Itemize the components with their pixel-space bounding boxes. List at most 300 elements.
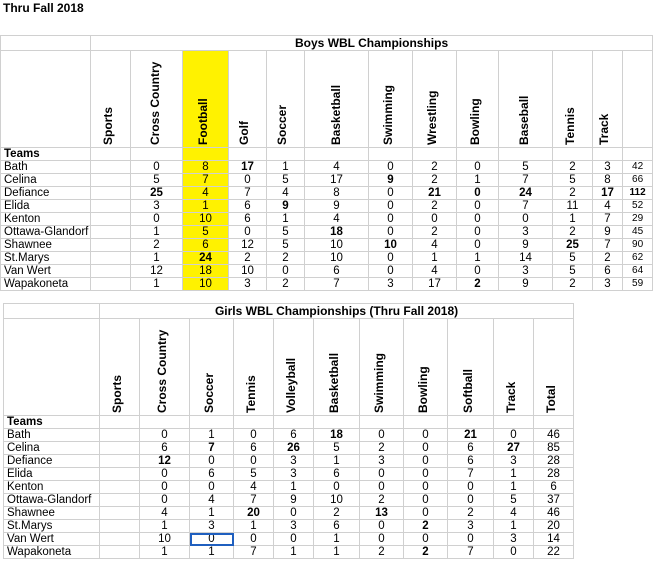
cell-soccer[interactable]: 0: [267, 265, 305, 278]
cell-soccer[interactable]: 9: [267, 200, 305, 213]
cell-bowling[interactable]: 0: [404, 533, 448, 546]
cell-swimming[interactable]: 0: [369, 213, 413, 226]
cell-football[interactable]: 6: [183, 239, 229, 252]
cell-tennis[interactable]: 20: [234, 507, 274, 520]
cell-cross-country[interactable]: 1: [131, 252, 183, 265]
team-name[interactable]: Defiance: [1, 187, 91, 200]
cell-swimming[interactable]: 0: [369, 265, 413, 278]
empty-cell: [314, 416, 360, 429]
cell-sports[interactable]: [100, 533, 140, 546]
cell-football[interactable]: 18: [183, 265, 229, 278]
cell-track[interactable]: 4: [494, 507, 534, 520]
cell-track[interactable]: 1: [494, 481, 534, 494]
cell-tennis[interactable]: 5: [553, 174, 593, 187]
cell-golf[interactable]: 0: [229, 174, 267, 187]
cell-basketball[interactable]: 17: [305, 174, 369, 187]
cell-swimming[interactable]: 3: [369, 278, 413, 291]
cell-tennis[interactable]: 2: [553, 161, 593, 174]
cell-tennis[interactable]: 7: [234, 494, 274, 507]
cell-cross-country[interactable]: 10: [140, 533, 190, 546]
cell-track[interactable]: 27: [494, 442, 534, 455]
cell-sports[interactable]: [91, 226, 131, 239]
team-name[interactable]: Shawnee: [4, 507, 100, 520]
column-header-swimming: [369, 51, 413, 148]
cell-baseball[interactable]: 9: [499, 239, 553, 252]
cell-total[interactable]: 28: [534, 468, 574, 481]
cell-baseball[interactable]: 5: [499, 161, 553, 174]
cell-soccer[interactable]: 5: [267, 174, 305, 187]
cell-basketball[interactable]: 6: [314, 520, 360, 533]
cell-basketball[interactable]: 4: [305, 161, 369, 174]
table-row: [4, 546, 574, 559]
cell-golf[interactable]: 6: [229, 200, 267, 213]
cell-soccer[interactable]: 5: [267, 226, 305, 239]
cell-tennis[interactable]: 25: [553, 239, 593, 252]
cell-volleyball[interactable]: 1: [274, 481, 314, 494]
team-name[interactable]: Wapakoneta: [4, 546, 100, 559]
team-name[interactable]: Kenton: [1, 213, 91, 226]
column-header-cross-country: [140, 319, 190, 416]
girls-championships-table: [3, 303, 574, 559]
cell-golf[interactable]: 12: [229, 239, 267, 252]
cell-swimming[interactable]: 0: [360, 533, 404, 546]
cell-track[interactable]: 1: [494, 468, 534, 481]
boys-teams-label: Teams: [1, 148, 91, 161]
cell-track[interactable]: 3: [494, 455, 534, 468]
cell-basketball[interactable]: 9: [305, 200, 369, 213]
cell-sports[interactable]: [100, 507, 140, 520]
girls-table-title: Girls WBL Championships (Thru Fall 2018): [100, 304, 574, 319]
column-header-cross-country: [131, 51, 183, 148]
cell-track[interactable]: 3: [593, 278, 623, 291]
cell-cross-country[interactable]: 1: [131, 226, 183, 239]
cell-total[interactable]: 62: [623, 252, 653, 265]
cell-soccer[interactable]: 1: [190, 429, 234, 442]
cell-wrestling[interactable]: 2: [413, 161, 457, 174]
cell-tennis[interactable]: 7: [234, 546, 274, 559]
cell-soccer[interactable]: 5: [267, 239, 305, 252]
column-header-label: Soccer: [201, 372, 216, 413]
cell-golf[interactable]: 17: [229, 161, 267, 174]
cell-volleyball[interactable]: 0: [274, 533, 314, 546]
cell-wrestling[interactable]: 1: [413, 252, 457, 265]
cell-bowling[interactable]: 0: [404, 494, 448, 507]
empty-cell: [183, 148, 229, 161]
cell-cross-country[interactable]: 25: [131, 187, 183, 200]
empty-cell: [499, 148, 553, 161]
cell-swimming[interactable]: 10: [369, 239, 413, 252]
cell-bowling[interactable]: 0: [457, 187, 499, 200]
cell-tennis[interactable]: 0: [234, 533, 274, 546]
cell-bowling[interactable]: 0: [404, 442, 448, 455]
cell-total[interactable]: 6: [534, 481, 574, 494]
girls-title-row: [4, 304, 574, 319]
cell-swimming[interactable]: 3: [360, 455, 404, 468]
cell-swimming[interactable]: 0: [369, 187, 413, 200]
cell-swimming[interactable]: 2: [360, 442, 404, 455]
cell-cross-country[interactable]: 5: [131, 174, 183, 187]
cell-cross-country[interactable]: 2: [131, 239, 183, 252]
empty-cell: [448, 416, 494, 429]
cell-tennis[interactable]: 4: [234, 481, 274, 494]
cell-swimming[interactable]: 13: [360, 507, 404, 520]
cell-tennis[interactable]: 2: [553, 226, 593, 239]
cell-baseball[interactable]: 24: [499, 187, 553, 200]
cell-sports[interactable]: [100, 455, 140, 468]
cell-sports[interactable]: [91, 252, 131, 265]
cell-wrestling[interactable]: 4: [413, 265, 457, 278]
cell-bowling[interactable]: 2: [457, 278, 499, 291]
cell-golf[interactable]: 7: [229, 187, 267, 200]
team-name[interactable]: Wapakoneta: [1, 278, 91, 291]
cell-bowling[interactable]: 0: [404, 468, 448, 481]
cell-cross-country[interactable]: 12: [140, 455, 190, 468]
cell-total[interactable]: 22: [534, 546, 574, 559]
cell-basketball[interactable]: 10: [305, 239, 369, 252]
cell-tennis[interactable]: 11: [553, 200, 593, 213]
cell-softball[interactable]: 21: [448, 429, 494, 442]
cell-sports[interactable]: [91, 239, 131, 252]
column-header-label: Swimming: [380, 84, 395, 145]
cell-sports[interactable]: [91, 174, 131, 187]
cell-total[interactable]: 42: [623, 161, 653, 174]
team-name[interactable]: Bath: [1, 161, 91, 174]
cell-cross-country[interactable]: 0: [131, 161, 183, 174]
cell-basketball[interactable]: 18: [314, 429, 360, 442]
cell-wrestling[interactable]: 2: [413, 174, 457, 187]
cell-soccer[interactable]: 4: [267, 187, 305, 200]
cell-basketball[interactable]: 4: [305, 213, 369, 226]
cell-volleyball[interactable]: 9: [274, 494, 314, 507]
cell-basketball[interactable]: 5: [314, 442, 360, 455]
cell-football[interactable]: 1: [183, 200, 229, 213]
column-header-tennis: [553, 51, 593, 148]
cell-total[interactable]: 20: [534, 520, 574, 533]
cell-cross-country[interactable]: 0: [140, 468, 190, 481]
cell-tennis[interactable]: 1: [553, 213, 593, 226]
cell-softball[interactable]: 0: [448, 494, 494, 507]
team-name[interactable]: Kenton: [4, 481, 100, 494]
cell-tennis[interactable]: 0: [234, 455, 274, 468]
cell-sports[interactable]: [91, 161, 131, 174]
cell-swimming[interactable]: 0: [369, 161, 413, 174]
cell-tennis[interactable]: 5: [553, 265, 593, 278]
cell-baseball[interactable]: 7: [499, 200, 553, 213]
cell-cross-country[interactable]: 0: [131, 213, 183, 226]
cell-cross-country[interactable]: 1: [140, 546, 190, 559]
cell-softball[interactable]: 3: [448, 520, 494, 533]
cell-golf[interactable]: 2: [229, 252, 267, 265]
cell-track[interactable]: 3: [593, 161, 623, 174]
cell-softball[interactable]: 6: [448, 455, 494, 468]
cell-cross-country[interactable]: 12: [131, 265, 183, 278]
cell-total[interactable]: 59: [623, 278, 653, 291]
cell-sports[interactable]: [100, 429, 140, 442]
empty-cell: [140, 416, 190, 429]
cell-soccer[interactable]: 3: [190, 520, 234, 533]
cell-bowling[interactable]: 0: [457, 200, 499, 213]
table-row: [4, 468, 574, 481]
cell-baseball[interactable]: 14: [499, 252, 553, 265]
cell-wrestling[interactable]: 17: [413, 278, 457, 291]
team-name[interactable]: Defiance: [4, 455, 100, 468]
cell-swimming[interactable]: 0: [360, 520, 404, 533]
team-name[interactable]: St.Marys: [4, 520, 100, 533]
girls-title-spacer: [4, 304, 100, 319]
cell-swimming[interactable]: 0: [369, 252, 413, 265]
column-header-label: Baseball: [516, 95, 531, 145]
cell-volleyball[interactable]: 6: [274, 429, 314, 442]
cell-tennis[interactable]: 0: [234, 429, 274, 442]
cell-soccer[interactable]: 1: [190, 546, 234, 559]
cell-soccer[interactable]: 4: [190, 494, 234, 507]
table-row: [1, 187, 653, 200]
cell-baseball[interactable]: 9: [499, 278, 553, 291]
team-name[interactable]: St.Marys: [1, 252, 91, 265]
table-row: [1, 226, 653, 239]
cell-soccer[interactable]: 7: [190, 442, 234, 455]
cell-cross-country[interactable]: 3: [131, 200, 183, 213]
cell-track[interactable]: 1: [494, 520, 534, 533]
cell-softball[interactable]: 0: [448, 481, 494, 494]
team-name[interactable]: Elida: [1, 200, 91, 213]
girls-header-row: [4, 319, 574, 416]
table-row: [4, 455, 574, 468]
team-name[interactable]: Celina: [4, 442, 100, 455]
cell-track[interactable]: 8: [593, 174, 623, 187]
column-header-track: [494, 319, 534, 416]
cell-swimming[interactable]: 0: [360, 481, 404, 494]
cell-tennis[interactable]: 2: [553, 187, 593, 200]
empty-cell: [91, 148, 131, 161]
cell-basketball[interactable]: 6: [314, 468, 360, 481]
cell-cross-country[interactable]: 0: [140, 481, 190, 494]
cell-soccer[interactable]: 1: [190, 507, 234, 520]
empty-cell: [404, 416, 448, 429]
cell-basketball[interactable]: 7: [305, 278, 369, 291]
cell-track[interactable]: 7: [593, 213, 623, 226]
cell-total[interactable]: 52: [623, 200, 653, 213]
cell-baseball[interactable]: 0: [499, 213, 553, 226]
cell-track[interactable]: 0: [494, 429, 534, 442]
team-name[interactable]: Celina: [1, 174, 91, 187]
cell-basketball[interactable]: 8: [305, 187, 369, 200]
cell-bowling[interactable]: 0: [404, 481, 448, 494]
cell-baseball[interactable]: 7: [499, 174, 553, 187]
cell-soccer[interactable]: 0: [190, 481, 234, 494]
cell-cross-country[interactable]: 1: [140, 520, 190, 533]
cell-cross-country[interactable]: 4: [140, 507, 190, 520]
cell-soccer[interactable]: 1: [267, 213, 305, 226]
cell-football[interactable]: 8: [183, 161, 229, 174]
cell-softball[interactable]: 6: [448, 442, 494, 455]
cell-sports[interactable]: [91, 200, 131, 213]
cell-football[interactable]: 4: [183, 187, 229, 200]
cell-total[interactable]: 46: [534, 507, 574, 520]
cell-wrestling[interactable]: 2: [413, 226, 457, 239]
cell-tennis[interactable]: 5: [234, 468, 274, 481]
team-name[interactable]: Ottawa-Glandorf: [4, 494, 100, 507]
column-header-swimming: [360, 319, 404, 416]
team-name[interactable]: Ottawa-Glandorf: [1, 226, 91, 239]
column-header-volleyball: [274, 319, 314, 416]
cell-bowling[interactable]: 0: [404, 429, 448, 442]
cell-volleyball[interactable]: 1: [274, 546, 314, 559]
cell-sports[interactable]: [100, 481, 140, 494]
cell-bowling[interactable]: 0: [457, 161, 499, 174]
cell-swimming[interactable]: 2: [360, 494, 404, 507]
cell-softball[interactable]: 2: [448, 507, 494, 520]
cell-soccer[interactable]: 0: [190, 533, 234, 546]
cell-tennis[interactable]: 1: [234, 520, 274, 533]
empty-cell: [305, 148, 369, 161]
team-name[interactable]: Van Wert: [4, 533, 100, 546]
boys-teams-label-row: [1, 148, 653, 161]
cell-total[interactable]: 64: [623, 265, 653, 278]
column-header-label: Softball: [461, 369, 476, 413]
cell-total[interactable]: 14: [534, 533, 574, 546]
cell-basketball[interactable]: 2: [314, 507, 360, 520]
cell-tennis[interactable]: 6: [234, 442, 274, 455]
cell-swimming[interactable]: 9: [369, 174, 413, 187]
cell-total[interactable]: 45: [623, 226, 653, 239]
cell-track[interactable]: 7: [593, 239, 623, 252]
cell-total[interactable]: 112: [623, 187, 653, 200]
column-header-label: Golf: [237, 121, 252, 145]
cell-bowling[interactable]: 0: [457, 226, 499, 239]
cell-bowling[interactable]: 0: [404, 507, 448, 520]
cell-wrestling[interactable]: 0: [413, 213, 457, 226]
cell-swimming[interactable]: 0: [360, 429, 404, 442]
cell-football[interactable]: 5: [183, 226, 229, 239]
cell-track[interactable]: 17: [593, 187, 623, 200]
cell-softball[interactable]: 0: [448, 533, 494, 546]
cell-golf[interactable]: 10: [229, 265, 267, 278]
cell-wrestling[interactable]: 21: [413, 187, 457, 200]
cell-bowling[interactable]: 2: [404, 520, 448, 533]
cell-sports[interactable]: [100, 520, 140, 533]
table-row: [4, 494, 574, 507]
cell-soccer[interactable]: 2: [267, 278, 305, 291]
cell-basketball[interactable]: 10: [314, 494, 360, 507]
cell-volleyball[interactable]: 3: [274, 468, 314, 481]
cell-total[interactable]: 46: [534, 429, 574, 442]
column-header-label: Tennis: [243, 375, 258, 413]
empty-cell: [360, 416, 404, 429]
cell-baseball[interactable]: 3: [499, 265, 553, 278]
team-name[interactable]: Bath: [4, 429, 100, 442]
cell-sports[interactable]: [100, 468, 140, 481]
cell-golf[interactable]: 0: [229, 226, 267, 239]
cell-sports[interactable]: [100, 546, 140, 559]
cell-basketball[interactable]: 18: [305, 226, 369, 239]
column-header-track: [593, 51, 623, 148]
cell-sports[interactable]: [91, 265, 131, 278]
cell-soccer[interactable]: 1: [267, 161, 305, 174]
cell-soccer[interactable]: 2: [267, 252, 305, 265]
empty-cell: [494, 416, 534, 429]
cell-bowling[interactable]: 0: [457, 213, 499, 226]
team-name[interactable]: Shawnee: [1, 239, 91, 252]
cell-total[interactable]: 37: [534, 494, 574, 507]
cell-track[interactable]: 6: [593, 265, 623, 278]
cell-basketball[interactable]: 1: [314, 533, 360, 546]
cell-swimming[interactable]: 0: [369, 226, 413, 239]
cell-basketball[interactable]: 6: [305, 265, 369, 278]
cell-swimming[interactable]: 2: [360, 546, 404, 559]
cell-volleyball[interactable]: 26: [274, 442, 314, 455]
cell-wrestling[interactable]: 4: [413, 239, 457, 252]
cell-soccer[interactable]: 6: [190, 468, 234, 481]
cell-basketball[interactable]: 0: [314, 481, 360, 494]
cell-basketball[interactable]: 1: [314, 546, 360, 559]
column-header-sports: [91, 51, 131, 148]
cell-total[interactable]: 90: [623, 239, 653, 252]
cell-cross-country[interactable]: 1: [131, 278, 183, 291]
cell-track[interactable]: 5: [494, 494, 534, 507]
cell-tennis[interactable]: 2: [553, 278, 593, 291]
cell-bowling[interactable]: 2: [404, 546, 448, 559]
cell-cross-country[interactable]: 0: [140, 494, 190, 507]
cell-wrestling[interactable]: 2: [413, 200, 457, 213]
column-header-tennis: [234, 319, 274, 416]
cell-sports[interactable]: [91, 213, 131, 226]
cell-total[interactable]: 28: [534, 455, 574, 468]
cell-basketball[interactable]: 1: [314, 455, 360, 468]
cell-volleyball[interactable]: 0: [274, 507, 314, 520]
cell-softball[interactable]: 7: [448, 468, 494, 481]
cell-swimming[interactable]: 0: [369, 200, 413, 213]
cell-football[interactable]: 24: [183, 252, 229, 265]
cell-sports[interactable]: [91, 187, 131, 200]
cell-tennis[interactable]: 5: [553, 252, 593, 265]
cell-track[interactable]: 0: [494, 546, 534, 559]
cell-cross-country[interactable]: 0: [140, 429, 190, 442]
cell-football[interactable]: 10: [183, 278, 229, 291]
cell-volleyball[interactable]: 3: [274, 520, 314, 533]
cell-swimming[interactable]: 0: [360, 468, 404, 481]
team-name[interactable]: Elida: [4, 468, 100, 481]
cell-bowling[interactable]: 1: [457, 174, 499, 187]
cell-sports[interactable]: [100, 442, 140, 455]
cell-sports[interactable]: [100, 494, 140, 507]
cell-track[interactable]: 2: [593, 252, 623, 265]
cell-football[interactable]: 10: [183, 213, 229, 226]
cell-track[interactable]: 4: [593, 200, 623, 213]
cell-soccer[interactable]: 0: [190, 455, 234, 468]
cell-basketball[interactable]: 10: [305, 252, 369, 265]
cell-bowling[interactable]: 0: [404, 455, 448, 468]
empty-cell: [274, 416, 314, 429]
cell-baseball[interactable]: 3: [499, 226, 553, 239]
cell-total[interactable]: 85: [534, 442, 574, 455]
cell-volleyball[interactable]: 3: [274, 455, 314, 468]
cell-total[interactable]: 29: [623, 213, 653, 226]
cell-track[interactable]: 9: [593, 226, 623, 239]
cell-bowling[interactable]: 0: [457, 265, 499, 278]
cell-golf[interactable]: 3: [229, 278, 267, 291]
cell-golf[interactable]: 6: [229, 213, 267, 226]
cell-football[interactable]: 7: [183, 174, 229, 187]
cell-total[interactable]: 66: [623, 174, 653, 187]
cell-sports[interactable]: [91, 278, 131, 291]
cell-cross-country[interactable]: 6: [140, 442, 190, 455]
cell-bowling[interactable]: 1: [457, 252, 499, 265]
cell-softball[interactable]: 7: [448, 546, 494, 559]
team-name[interactable]: Van Wert: [1, 265, 91, 278]
cell-bowling[interactable]: 0: [457, 239, 499, 252]
cell-track[interactable]: 3: [494, 533, 534, 546]
